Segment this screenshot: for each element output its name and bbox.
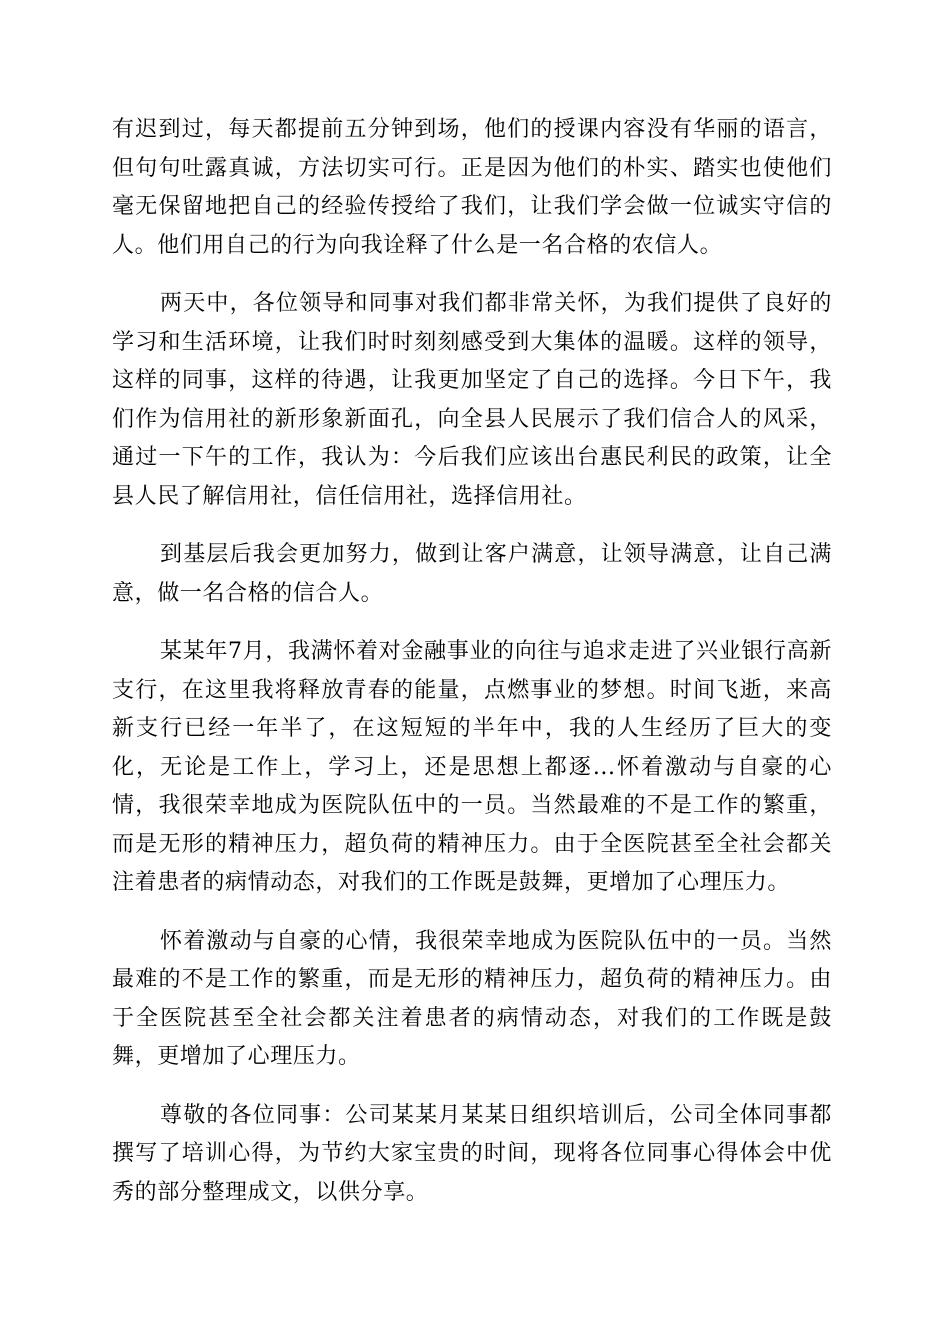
paragraph-july: 某某年7月，我满怀着对金融事业的向往与追求走进了兴业银行高新支行，在这里我将释放青春的能量，点燃事业的梦想。时间飞逝，来高新支行已经一年半了，在这短短的半年中，我的人生经历了巨大的变化，无论是工作上，学习上，还是思想上都逐...怀着激动与自豪的心情，我很荣幸地成为医院队伍中的一员。当然最难的不是工作的繁重，而是无形的精神压力，超负荷的精神压力。由于全医院甚至全社会都关注着患者的病情动态，对我们的工作既是鼓舞，更增加了心理压力。 (112, 639, 832, 895)
paragraph-hospital: 怀着激动与自豪的心情，我很荣幸地成为医院队伍中的一员。当然最难的不是工作的繁重，而是无形的精神压力，超负荷的精神压力。由于全医院甚至全社会都关注着患者的病情动态，对我们的工作既是鼓舞，更增加了心理压力。 (112, 928, 832, 1069)
paragraph-care: 两天中，各位领导和同事对我们都非常关怀，为我们提供了良好的学习和生活环境，让我们时时刻刻感受到大集体的温暖。这样的领导，这样的同事，这样的待遇，让我更加坚定了自己的选择。今日下午，我们作为信用社的新形象新面孔，向全县人民展示了我们信合人的风采，通过一下午的工作，我认为：今后我们应该出台惠民利民的政策，让全县人民了解信用社，信任信用社，选择信用社。 (112, 291, 832, 509)
paragraph-continued: 有迟到过，每天都提前五分钟到场，他们的授课内容没有华丽的语言，但句句吐露真诚，方法切实可行。正是因为他们的朴实、踏实也使他们毫无保留地把自己的经验传授给了我们，让我们学会做一位诚实守信的人。他们用自己的行为向我诠释了什么是一名合格的农信人。 (112, 117, 832, 258)
paragraph-colleagues: 尊敬的各位同事：公司某某月某某日组织培训后，公司全体同事都撰写了培训心得，为节约大家宝贵的时间，现将各位同事心得体会中优秀的部分整理成文，以供分享。 (112, 1102, 832, 1205)
document-body (112, 111, 832, 1232)
paragraph-grassroots: 到基层后我会更加努力，做到让客户满意，让领导满意，让自己满意，做一名合格的信合人。 (112, 542, 832, 606)
